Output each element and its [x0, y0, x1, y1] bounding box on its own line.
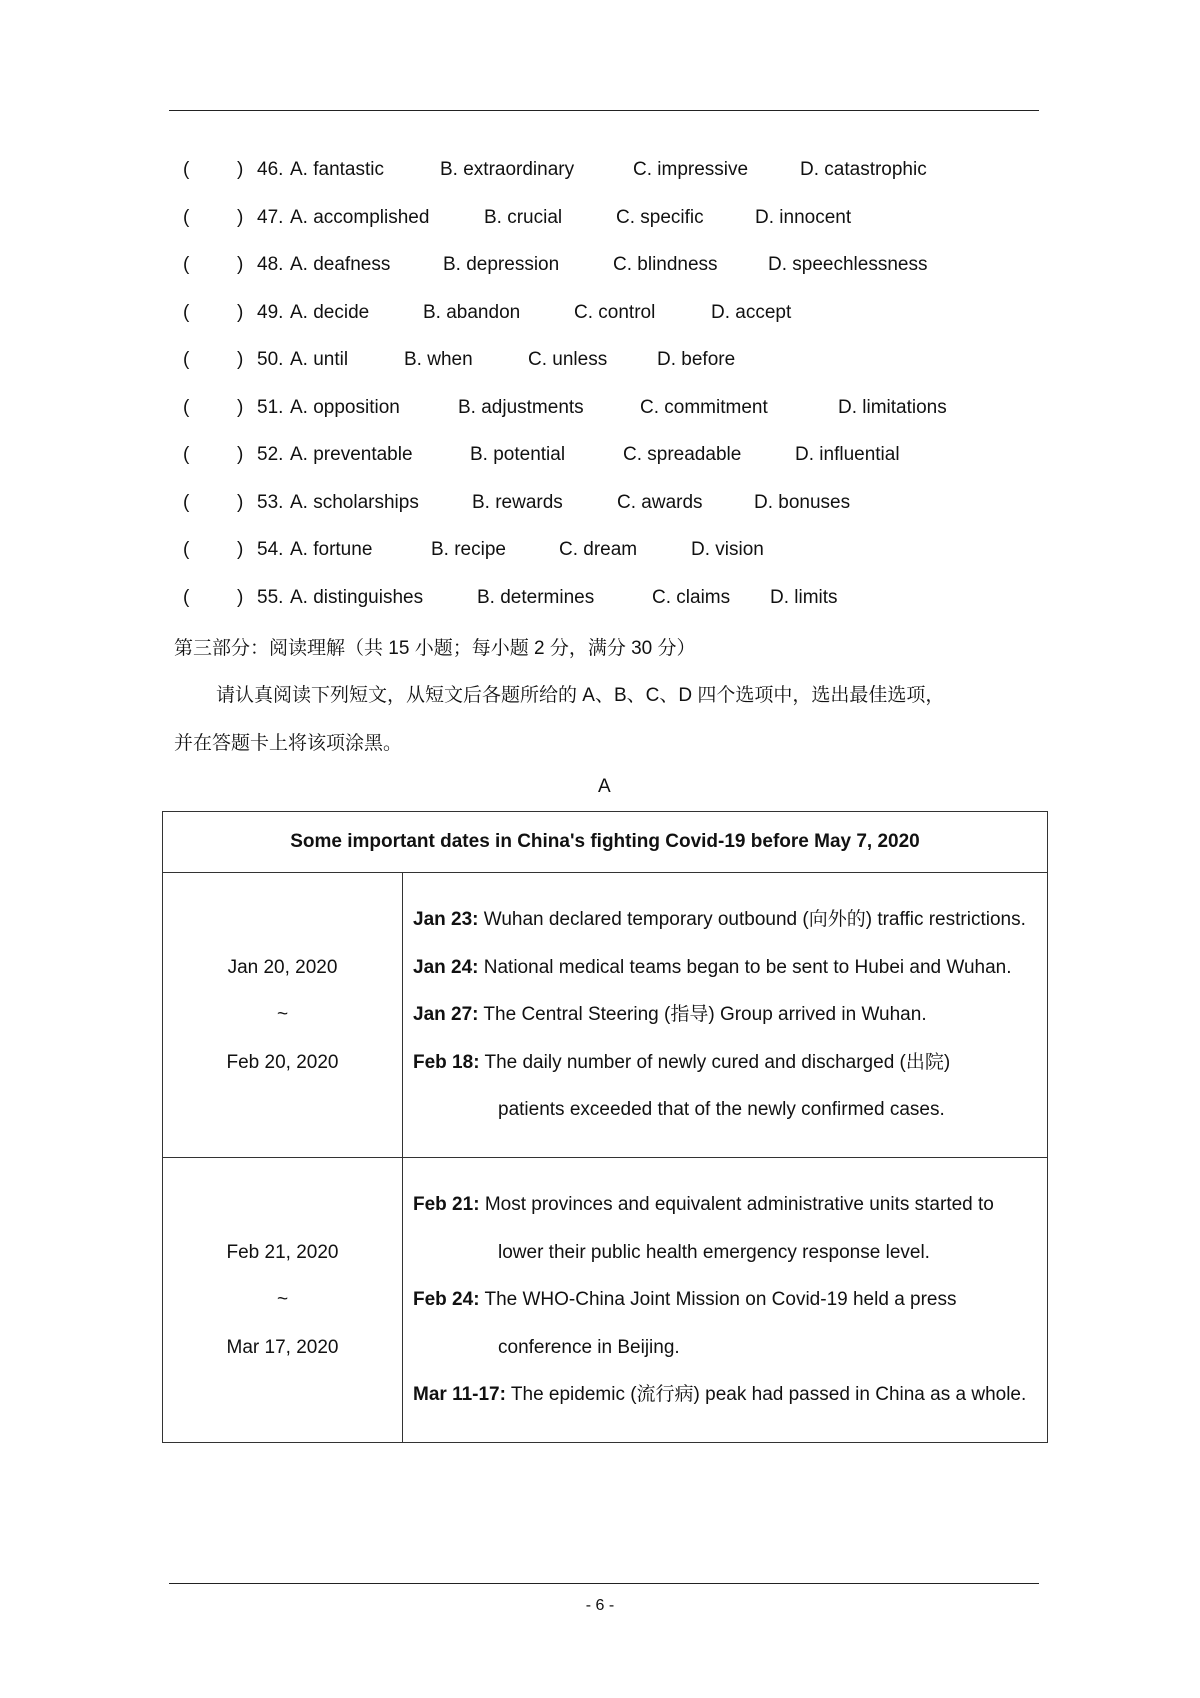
answer-blank-open: ( — [183, 254, 190, 275]
option-b: B. potential — [470, 444, 566, 465]
option-a: A. opposition — [290, 396, 400, 418]
period-sep: ~ — [276, 1289, 289, 1311]
option-b: B. extraordinary — [440, 159, 575, 180]
answer-blank-open: ( — [183, 206, 190, 228]
question-number: 50. — [257, 349, 284, 370]
period-cell — [163, 1158, 403, 1443]
option-c: C. blindness — [613, 254, 718, 275]
table-title: Some important dates in China's fighting Covid-19 before May 7, 2020 — [163, 812, 1048, 873]
option-b: B. abandon — [423, 301, 521, 323]
header-rule — [169, 110, 1039, 111]
answer-blank-close: ) — [237, 301, 244, 323]
option-c: C. awards — [617, 491, 703, 513]
option-a: A. until — [290, 349, 349, 370]
answer-blank-close: ) — [237, 254, 244, 275]
page-number: - 6 - — [585, 1597, 615, 1614]
event-text: The epidemic (流行病) peak had passed in China as a whole. — [510, 1384, 1027, 1406]
option-c: C. control — [574, 301, 656, 323]
option-b: B. determines — [477, 586, 595, 608]
event-text-continued: lower their public health emergency response level. — [498, 1241, 930, 1263]
period-sep: ~ — [276, 1004, 289, 1026]
option-c: C. spreadable — [623, 444, 742, 465]
footer-rule — [169, 1583, 1039, 1584]
answer-blank-open: ( — [183, 586, 190, 608]
event-text-continued: patients exceeded that of the newly confirmed cases. — [498, 1099, 945, 1121]
period-start: Jan 20, 2020 — [227, 956, 338, 978]
event-text: The Central Steering (指导) Group arrived in Wuhan. — [483, 1004, 927, 1026]
answer-blank-close: ) — [237, 586, 244, 608]
answer-blank-open: ( — [183, 444, 190, 465]
period-cell — [163, 873, 403, 1158]
event-item — [413, 896, 1037, 944]
event-text: National medical teams began to be sent to Hubei and Wuhan. — [483, 956, 1012, 978]
option-a: A. preventable — [290, 444, 413, 465]
event-date: Feb 18: — [413, 1051, 480, 1073]
answer-blank-close: ) — [237, 206, 244, 228]
option-a: A. distinguishes — [290, 586, 424, 608]
answer-blank-open: ( — [183, 491, 190, 513]
option-c: C. specific — [616, 206, 704, 228]
event-item — [413, 1371, 1037, 1419]
option-c: C. claims — [652, 586, 731, 608]
event-text-continued: conference in Beijing. — [498, 1336, 680, 1358]
passage-label: A — [598, 776, 611, 797]
period-end: Mar 17, 2020 — [226, 1336, 339, 1358]
option-d: D. influential — [795, 444, 900, 465]
event-date: Feb 24: — [413, 1289, 480, 1311]
option-b: B. adjustments — [458, 396, 584, 418]
event-date: Jan 24: — [413, 956, 479, 978]
event-item — [413, 1276, 1037, 1371]
timeline-table — [162, 811, 1048, 1443]
event-item — [413, 1039, 1037, 1134]
option-d: D. limitations — [838, 396, 947, 418]
option-b: B. when — [404, 349, 473, 370]
event-date: Feb 21: — [413, 1194, 480, 1216]
option-b: B. rewards — [472, 491, 563, 513]
table-row — [163, 1158, 1048, 1443]
event-date: Jan 27: — [413, 1004, 479, 1026]
answer-blank-close: ) — [237, 444, 244, 465]
option-a: A. decide — [290, 301, 370, 323]
section-title: 第三部分：阅读理解（共 15 小题；每小题 2 分，满分 30 分） — [174, 638, 696, 659]
answer-blank-close: ) — [237, 159, 244, 180]
answer-blank-open: ( — [183, 396, 190, 418]
event-item — [413, 1181, 1037, 1276]
answer-blank-open: ( — [183, 349, 190, 370]
table-row — [163, 873, 1048, 1158]
events-cell — [403, 1158, 1048, 1443]
question-number: 55. — [257, 586, 284, 608]
question-number: 53. — [257, 491, 284, 513]
event-date: Mar 11-17: — [413, 1384, 506, 1406]
answer-blank-close: ) — [237, 491, 244, 513]
option-a: A. fantastic — [290, 159, 384, 180]
event-item — [413, 944, 1037, 992]
option-d: D. bonuses — [754, 491, 851, 513]
question-number: 54. — [257, 539, 284, 560]
events-cell — [403, 873, 1048, 1158]
option-c: C. commitment — [640, 396, 768, 418]
option-b: B. crucial — [484, 206, 563, 228]
option-a: A. deafness — [290, 254, 391, 275]
option-d: D. limits — [770, 586, 838, 608]
option-c: C. impressive — [633, 159, 749, 180]
question-number: 46. — [257, 159, 284, 180]
option-d: D. innocent — [755, 206, 852, 228]
option-a: A. accomplished — [290, 206, 430, 228]
question-number: 48. — [257, 254, 284, 275]
period-end: Feb 20, 2020 — [226, 1051, 339, 1073]
question-number: 49. — [257, 301, 284, 323]
option-d: D. before — [657, 349, 736, 370]
instruction-line-2: 并在答题卡上将该项涂黑。 — [174, 733, 403, 754]
event-date: Jan 23: — [413, 909, 479, 931]
option-d: D. accept — [711, 301, 792, 323]
question-number: 52. — [257, 444, 284, 465]
option-c: C. unless — [528, 349, 608, 370]
answer-blank-close: ) — [237, 349, 244, 370]
instruction-line-1: 请认真阅读下列短文，从短文后各题所给的 A、B、C、D 四个选项中，选出最佳选项， — [216, 685, 945, 706]
event-text: Wuhan declared temporary outbound (向外的) traffic restrictions. — [483, 909, 1026, 931]
answer-blank-open: ( — [183, 301, 190, 323]
question-number: 51. — [257, 396, 284, 418]
event-text: The WHO-China Joint Mission on Covid-19 held a press — [484, 1289, 957, 1311]
option-d: D. speechlessness — [768, 254, 928, 275]
event-text: Most provinces and equivalent administrative units started to — [484, 1194, 994, 1216]
option-c: C. dream — [559, 539, 638, 560]
option-a: A. fortune — [290, 539, 373, 560]
period-start: Feb 21, 2020 — [226, 1241, 339, 1263]
event-text: The daily number of newly cured and discharged (出院) — [484, 1051, 951, 1073]
option-b: B. recipe — [431, 539, 506, 560]
question-number: 47. — [257, 206, 284, 228]
option-d: D. vision — [691, 539, 764, 560]
event-item — [413, 991, 1037, 1039]
option-d: D. catastrophic — [800, 159, 927, 180]
option-b: B. depression — [443, 254, 560, 275]
option-a: A. scholarships — [290, 491, 419, 513]
answer-blank-close: ) — [237, 539, 244, 560]
answer-blank-open: ( — [183, 539, 190, 560]
answer-blank-close: ) — [237, 396, 244, 418]
answer-blank-open: ( — [183, 159, 190, 180]
